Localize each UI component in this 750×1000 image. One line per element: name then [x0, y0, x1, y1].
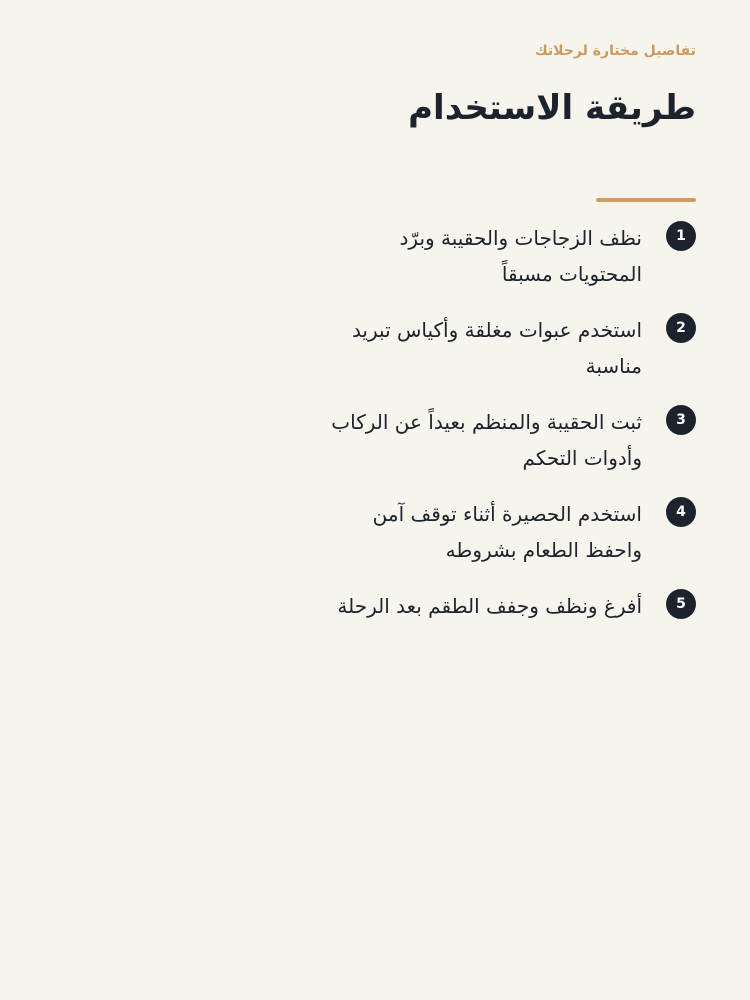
- step-number-badge: 5: [666, 589, 696, 619]
- step-text: ثبت الحقيبة والمنظم بعيداً عن الركاب وأدوات التحكم: [331, 410, 642, 470]
- step-text: نظف الزجاجات والحقيبة وبرّد المحتويات مسبقاً: [399, 226, 642, 286]
- usage-steps-list: [316, 220, 696, 624]
- step-item: [316, 588, 696, 624]
- step-item: [316, 220, 696, 292]
- section-kicker: تفاصيل مختارة لرحلاتك: [534, 43, 696, 59]
- step-item: [316, 496, 696, 568]
- step-text: أفرغ ونظف وجفف الطقم بعد الرحلة: [337, 594, 642, 618]
- step-number-badge: 3: [666, 405, 696, 435]
- step-number-badge: 4: [666, 497, 696, 527]
- step-item: [316, 312, 696, 384]
- step-number-badge: 1: [666, 221, 696, 251]
- step-text: استخدم الحصيرة أثناء توقف آمن واحفظ الطعام بشروطه: [372, 502, 642, 562]
- page-title: طريقة الاستخدام: [408, 88, 696, 128]
- step-item: [316, 404, 696, 476]
- accent-divider: [596, 198, 696, 202]
- step-text: استخدم عبوات مغلقة وأكياس تبريد مناسبة: [351, 318, 642, 378]
- step-number-badge: 2: [666, 313, 696, 343]
